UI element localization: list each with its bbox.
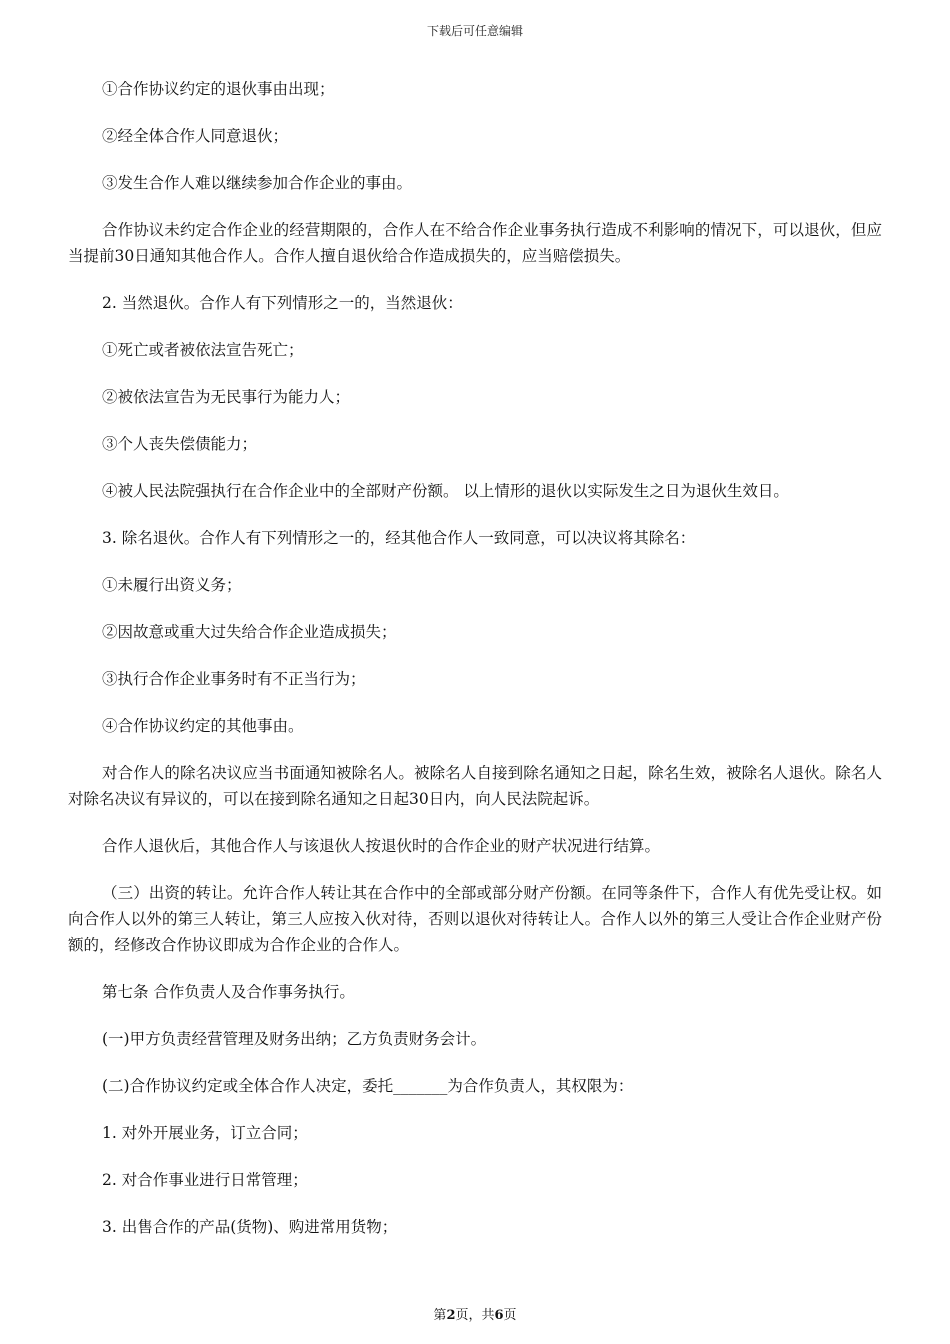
paragraph: 合作协议未约定合作企业的经营期限的，合作人在不给合作企业事务执行造成不利影响的情况下，可以退伙，但应当提前30日通知其他合作人。合作人擅自退伙给合作造成损失的，应当赔偿损失。: [68, 221, 882, 265]
paragraph: ①死亡或者被依法宣告死亡；: [102, 341, 304, 359]
document-body: [68, 76, 882, 1261]
page-header: 下载后可任意编辑: [426, 24, 523, 38]
footer-suffix: 页: [503, 1308, 517, 1323]
paragraph: 3. 出售合作的产品(货物)、购进常用货物；: [102, 1218, 398, 1236]
paragraph: ②因故意或重大过失给合作企业造成损失；: [102, 623, 397, 641]
footer-prefix: 第: [433, 1308, 447, 1323]
paragraph: ③执行合作企业事务时有不正当行为；: [102, 670, 366, 688]
paragraph: （三）出资的转让。允许合作人转让其在合作中的全部或部分财产份额。在同等条件下，合作人有优先受让权。如向合作人以外的第三人转让，第三人应按入伙对待，否则以退伙对待转让人。合作人以外的第三人受让合作企业财产份额的，经修改合作协议即成为合作企业的合作人。: [68, 884, 882, 954]
paragraph: ③发生合作人难以继续参加合作企业的事由。: [102, 174, 413, 192]
paragraph: ④合作协议约定的其他事由。: [102, 717, 304, 735]
paragraph: ③个人丧失偿债能力；: [102, 435, 258, 453]
paragraph: ①未履行出资义务；: [102, 576, 242, 594]
paragraph: 2. 当然退伙。合作人有下列情形之一的，当然退伙：: [102, 294, 463, 312]
paragraph: ①合作协议约定的退伙事由出现；: [102, 80, 335, 98]
footer-middle: 页，共: [455, 1308, 495, 1323]
paragraph: (一)甲方负责经营管理及财务出纳；乙方负责财务会计。: [102, 1030, 487, 1048]
current-page-number: 2: [446, 1308, 456, 1323]
paragraph: (二)合作协议约定或全体合作人决定，委托_______为合作负责人，其权限为：: [102, 1077, 634, 1095]
page-footer: [0, 1304, 950, 1323]
paragraph: ②被依法宣告为无民事行为能力人；: [102, 388, 351, 406]
paragraph: ④被人民法院强执行在合作企业中的全部财产份额。 以上情形的退伙以实际发生之日为退伙生效日。: [102, 482, 789, 500]
paragraph: 2. 对合作事业进行日常管理；: [102, 1171, 308, 1189]
total-page-count: 6: [494, 1308, 504, 1323]
paragraph: 第七条 合作负责人及合作事务执行。: [102, 983, 355, 1001]
paragraph: 3. 除名退伙。合作人有下列情形之一的，经其他合作人一致同意，可以决议将其除名：: [102, 529, 696, 547]
paragraph: ②经全体合作人同意退伙；: [102, 127, 289, 145]
paragraph: 对合作人的除名决议应当书面通知被除名人。被除名人自接到除名通知之日起，除名生效，被除名人退伙。除名人对除名决议有异议的，可以在接到除名通知之日起30日内，向人民法院起诉。: [68, 764, 882, 808]
paragraph: 合作人退伙后，其他合作人与该退伙人按退伙时的合作企业的财产状况进行结算。: [102, 837, 661, 855]
paragraph: 1. 对外开展业务，订立合同；: [102, 1124, 308, 1142]
